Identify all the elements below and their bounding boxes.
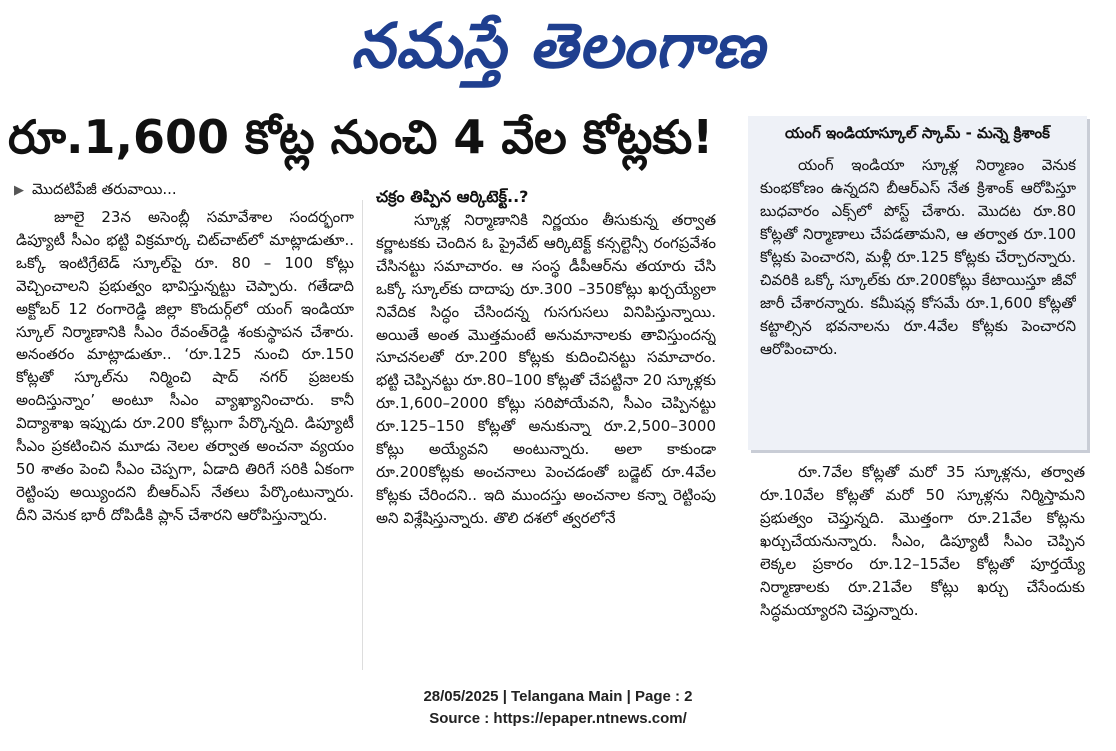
continued-label: మొదటిపేజీ తరువాయి... [32,180,177,198]
continued-from-front-page [14,178,177,200]
footer-source: Source : https://epaper.ntnews.com/ [429,710,687,727]
page-footer [0,686,1116,730]
paragraph: జూలై 23న అసెంబ్లీ సమావేశాల సందర్భంగా డిప్యూటీ సీఎం భట్టి విక్రమార్క చిట్‌చాట్‌లో మాట్లాడుతూ.. ఒక్కో ఇంటిగ్రేటెడ్ స్కూల్‌పై రూ. 80 – 100 కోట్లు వెచ్చించాలని ప్రభుత్వం భావిస్తున్నట్టు చెప్పారు. గతేడాది అక్టోబర్ 12 రంగారెడ్డి జిల్లా కొందుర్గ్‌లో యంగ్ ఇండియా స్కూల్ నిర్మాణానికి సీఎం రేవంత్‌రెడ్డి శంకుస్థాపన చేశారు. అనంతరం మాట్లాడుతూ.. ‘రూ.125 నుంచి రూ.150 కోట్లతో స్కూల్‌ను నిర్మించి షాద్ నగర్ ప్రజలకు అందిస్తున్నాం’ అంటూ సీఎం వ్యాఖ్యానించారు. కానీ విద్యాశాఖ ఇప్పుడు రూ.200 కోట్లుగా పేర్కొన్నది. డిప్యూటీ సీఎం ప్రకటించిన మూడు నెలల తర్వాత అంచనా వ్యయం 50 శాతం పెంచి సీఎం చెప్పగా, ఏడాది తిరిగే సరికి ఏకంగా రెట్టింపు అయ్యిందని బీఆర్‌ఎస్ నేతలు పేర్కొంటున్నారు. దీని వెనుక భారీ దోపిడీకి ప్లాన్ చేశారని ఆరోపిస్తున్నారు. [16,208,354,524]
paragraph: స్కూళ్ల నిర్మాణానికి నిర్ణయం తీసుకున్న తర్వాత కర్ణాటకకు చెందిన ఓ ప్రైవేట్ ఆర్కిటెక్ట్ కన్సల్టెన్సీ రంగప్రవేశం చేసినట్టు సమాచారం. ఆ సంస్థ డీపీఆర్‌ను తయారు చేసి ఒక్కో స్కూల్‌కు దాదాపు రూ.300 –350కోట్లు ఖర్చయ్యేలా నివేదిక సిద్ధం చేసిందన్న గుసగుసలు వినిపిస్తున్నాయి. అయితే అంత మొత్తమంటే అనుమానాలకు తావిస్తుందన్న సూచనలతో రూ.200 కోట్లకు కుదించినట్టు సమాచారం. భట్టి చెప్పినట్టు రూ.80–100 కోట్లతో చేపట్టినా 20 స్కూళ్లకు రూ.1,600–2000 కోట్లు సరిపోయేవని, సీఎం చెప్పినట్టు రూ.125–150 కోట్లతో అనుకున్నా రూ.2,500–3000 కోట్లు అయ్యేవని అంటున్నారు. అలా కాకుండా రూ.200కోట్లకు అంచనాలు పెంచడంతో బడ్జెట్ రూ.4వేల కోట్లకు చేరిందని.. ఇది ముందస్తు అంచనాల కన్నా రెట్టింపు అని విశ్లేషిస్తున్నారు. తొలి దశలో త్వరలోనే [376,211,716,527]
paragraph: రూ.7వేల కోట్లతో మరో 35 స్కూళ్లను, తర్వాత రూ.10వేల కోట్లతో మరో 50 స్కూళ్లను నిర్మిస్తామని ప్రభుత్వం చెప్తున్నది. మొత్తంగా రూ.21వేల కోట్లను ఖర్చుచేయనున్నారు. సీఎం, డిప్యూటీ సీఎం చెప్పిన లెక్కల ప్రకారం రూ.12–15వేల కోట్లతో పూర్తయ్యే నిర్మాణాలకు రూ.21వేల కోట్లు ఖర్చు చేసేందుకు సిద్ధమయ్యారని చెప్తున్నారు. [760,463,1085,619]
sidebar-box [748,116,1087,450]
article-headline: రూ.1,600 కోట్ల నుంచి 4 వేల కోట్లకు! [8,110,714,164]
sidebar-box-heading: యంగ్ ఇండియాస్కూల్ స్కామ్ - మన్నె క్రిశాంక్ [785,124,1050,142]
paragraph: యంగ్ ఇండియా స్కూళ్ల నిర్మాణం వెనుక కుంభకోణం ఉన్నదని బీఆర్‌ఎస్ నేత క్రిశాంక్ ఆరోపిస్తూ బుధవారం ఎక్స్‌లో పోస్ట్ చేశారు. మొదట రూ.80 కోట్లతో నిర్మాణాలు చేపడతామని, ఆ తర్వాత రూ.100 కోట్లకు పెంచారని, మళ్లీ రూ.125 కోట్లకు చేర్చారన్నారు. చివరికి ఒక్కో స్కూల్‌కు రూ.200కోట్లు కేటాయిస్తూ జీవో జారీ చేశారన్నారు. కమీషన్ల కోసమే రూ.1,600 కోట్లతో కట్టాల్సిన భవనాలను రూ.4వేల కోట్లకు పెంచారని ఆరోపించారు. [760,156,1076,358]
column-divider [362,200,363,670]
article-column-1 [16,206,354,666]
chevron-right-icon: ▶ [14,183,24,198]
sidebar-box-text [760,154,1076,444]
article-column-3 [760,461,1085,671]
footer-date-edition: 28/05/2025 | Telangana Main | Page : 2 [423,688,693,705]
article-column-2 [376,209,716,669]
newspaper-masthead: నమస్తే తెలంగాణ [350,9,766,82]
article-subheading: చక్రం తిప్పిన ఆర్కిటెక్ట్..? [376,187,529,206]
